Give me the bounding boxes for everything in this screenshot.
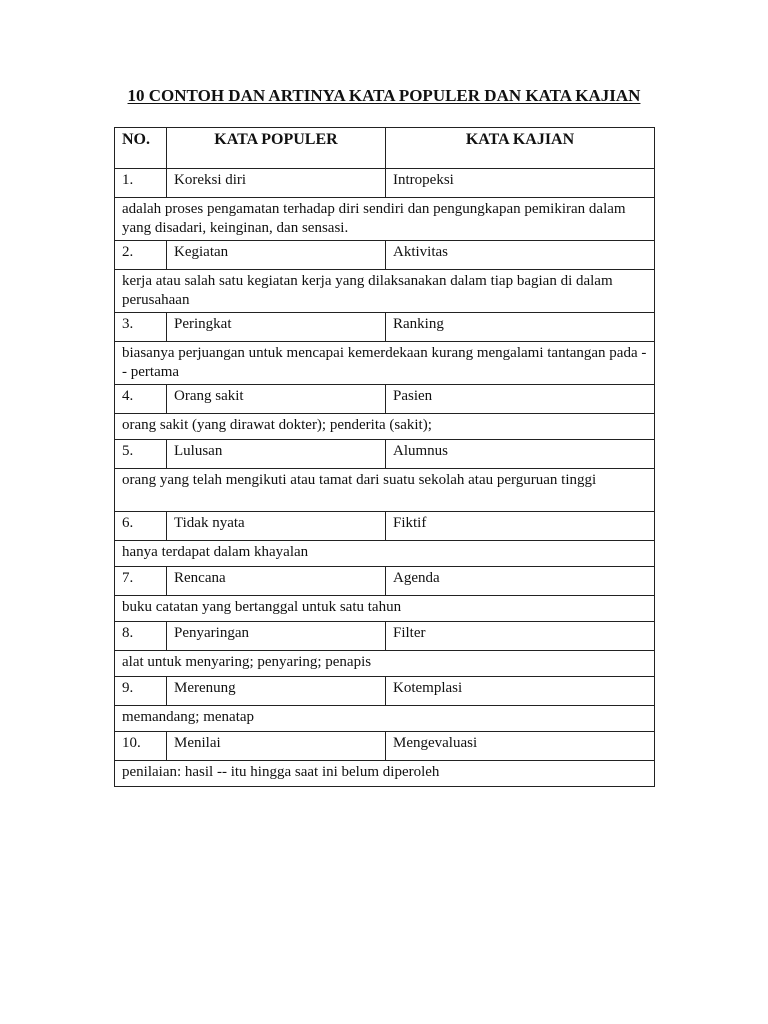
kata-populer-cell: Merenung	[167, 677, 386, 706]
kata-populer-cell: Koreksi diri	[167, 169, 386, 198]
kata-populer-cell: Menilai	[167, 732, 386, 761]
table-row	[115, 732, 655, 761]
entry-number: 2.	[115, 241, 167, 270]
kata-kajian-cell: Mengevaluasi	[386, 732, 655, 761]
vocabulary-table	[114, 127, 655, 787]
entry-number: 10.	[115, 732, 167, 761]
table-row	[115, 440, 655, 469]
entry-number: 3.	[115, 313, 167, 342]
definition-row	[115, 270, 655, 313]
kata-kajian-cell: Agenda	[386, 567, 655, 596]
definition-cell: biasanya perjuangan untuk mencapai kemerdekaan kurang mengalami tantangan pada -- pertama	[115, 342, 655, 385]
table-row	[115, 385, 655, 414]
definition-cell: penilaian: hasil -- itu hingga saat ini belum diperoleh	[115, 761, 655, 787]
definition-row	[115, 414, 655, 440]
entry-number: 5.	[115, 440, 167, 469]
kata-populer-cell: Peringkat	[167, 313, 386, 342]
kata-populer-cell: Penyaringan	[167, 622, 386, 651]
kata-populer-cell: Orang sakit	[167, 385, 386, 414]
entry-number: 9.	[115, 677, 167, 706]
kata-populer-cell: Tidak nyata	[167, 512, 386, 541]
kata-populer-cell: Lulusan	[167, 440, 386, 469]
entry-number: 4.	[115, 385, 167, 414]
definition-cell: adalah proses pengamatan terhadap diri sendiri dan pengungkapan pemikiran dalam yang disadari, keinginan, dan sensasi.	[115, 198, 655, 241]
kata-kajian-cell: Ranking	[386, 313, 655, 342]
definition-cell: alat untuk menyaring; penyaring; penapis	[115, 651, 655, 677]
table-header-row	[115, 128, 655, 169]
definition-cell: buku catatan yang bertanggal untuk satu tahun	[115, 596, 655, 622]
entry-number: 8.	[115, 622, 167, 651]
table-row	[115, 622, 655, 651]
table-row	[115, 241, 655, 270]
kata-populer-cell: Rencana	[167, 567, 386, 596]
definition-row	[115, 198, 655, 241]
table-row	[115, 677, 655, 706]
table-row	[115, 169, 655, 198]
definition-row	[115, 596, 655, 622]
table-row	[115, 313, 655, 342]
kata-kajian-cell: Pasien	[386, 385, 655, 414]
table-row	[115, 512, 655, 541]
definition-cell: kerja atau salah satu kegiatan kerja yang dilaksanakan dalam tiap bagian di dalam perusahaan	[115, 270, 655, 313]
definition-cell: orang yang telah mengikuti atau tamat dari suatu sekolah atau perguruan tinggi	[115, 469, 655, 512]
kata-populer-cell: Kegiatan	[167, 241, 386, 270]
kata-kajian-cell: Intropeksi	[386, 169, 655, 198]
column-header-kata-kajian: KATA KAJIAN	[386, 128, 655, 169]
column-header-kata-populer: KATA POPULER	[167, 128, 386, 169]
entry-number: 1.	[115, 169, 167, 198]
definition-row	[115, 706, 655, 732]
kata-kajian-cell: Fiktif	[386, 512, 655, 541]
entry-number: 7.	[115, 567, 167, 596]
page-title: 10 CONTOH DAN ARTINYA KATA POPULER DAN KATA KAJIAN	[127, 86, 641, 105]
definition-cell: memandang; menatap	[115, 706, 655, 732]
column-header-no: NO.	[115, 128, 167, 169]
definition-row	[115, 469, 655, 512]
definition-row	[115, 651, 655, 677]
kata-kajian-cell: Alumnus	[386, 440, 655, 469]
entry-number: 6.	[115, 512, 167, 541]
definition-row	[115, 761, 655, 787]
definition-cell: orang sakit (yang dirawat dokter); penderita (sakit);	[115, 414, 655, 440]
kata-kajian-cell: Kotemplasi	[386, 677, 655, 706]
kata-kajian-cell: Aktivitas	[386, 241, 655, 270]
definition-row	[115, 342, 655, 385]
definition-row	[115, 541, 655, 567]
table-row	[115, 567, 655, 596]
kata-kajian-cell: Filter	[386, 622, 655, 651]
definition-cell: hanya terdapat dalam khayalan	[115, 541, 655, 567]
